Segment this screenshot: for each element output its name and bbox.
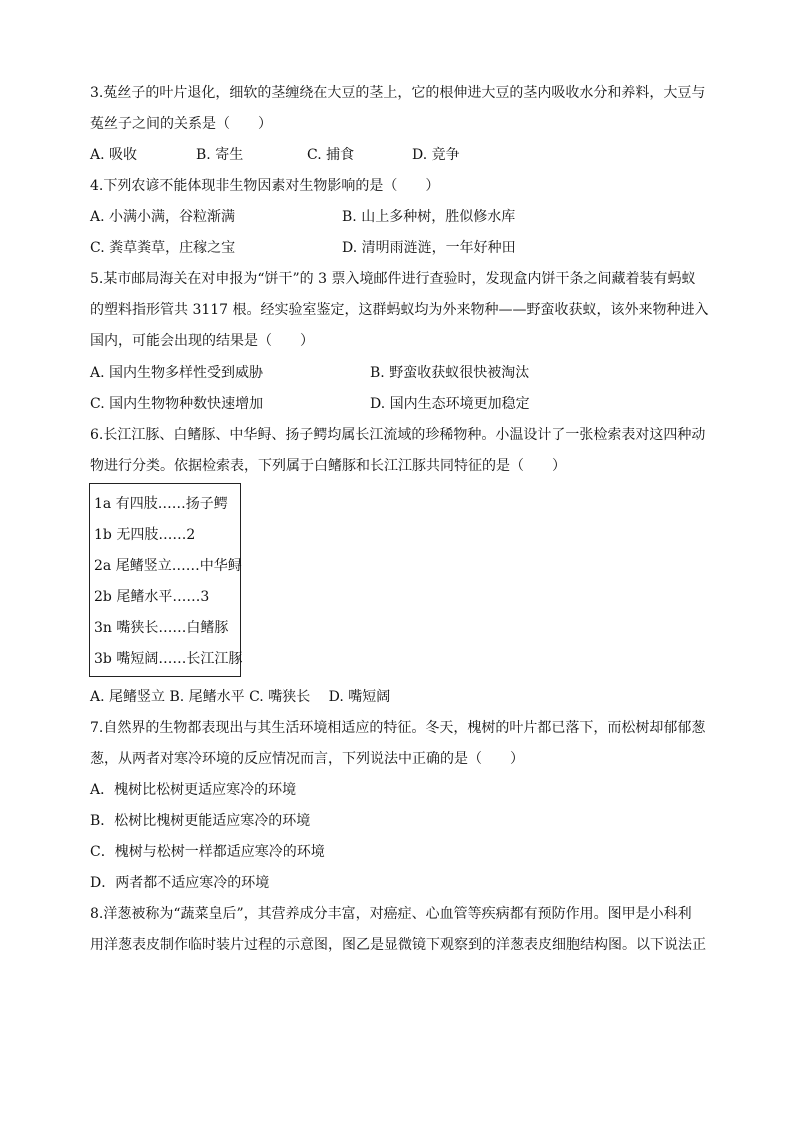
q4-option-b[interactable]: B. 山上多种树，胜似修水库 xyxy=(342,209,516,225)
q4-option-d[interactable]: D. 清明雨涟涟，一年好种田 xyxy=(342,240,516,256)
key-line-3b: 3b 嘴短阔……长江江豚 xyxy=(94,651,243,667)
key-line-3n: 3n 嘴狭长……白鳍豚 xyxy=(94,620,229,636)
q3-option-d[interactable]: D. 竞争 xyxy=(412,147,460,163)
q7-option-b[interactable]: B．松树比槐树更能适应寒冷的环境 xyxy=(90,813,311,829)
q5-option-a[interactable]: A. 国内生物多样性受到威胁 xyxy=(90,365,264,381)
q5-stem-line2: 的塑料指形管共 3117 根。经实验室鉴定，这群蚂蚁均为外来物种——野蛮收获蚁，该外来物种进入 xyxy=(90,302,709,318)
q5-option-c[interactable]: C. 国内生物物种数快速增加 xyxy=(90,396,264,412)
q5-option-b[interactable]: B. 野蛮收获蚁很快被淘汰 xyxy=(370,365,530,381)
q5-stem-line3: 国内，可能会出现的结果是（ ） xyxy=(90,333,314,349)
q3-option-a[interactable]: A. 吸收 xyxy=(90,147,138,163)
q7-option-a[interactable]: A．槐树比松树更适应寒冷的环境 xyxy=(90,782,297,798)
q3-stem-line2: 菟丝子之间的关系是（ ） xyxy=(90,116,272,132)
q4-stem: 4.下列农谚不能体现非生物因素对生物影响的是（ ） xyxy=(90,178,440,194)
q5-option-d[interactable]: D. 国内生态环境更加稳定 xyxy=(370,396,530,412)
q6-stem-line2: 物进行分类。依据检索表，下列属于白鳍豚和长江江豚共同特征的是（ ） xyxy=(90,458,566,474)
q7-option-c[interactable]: C．槐树与松树一样都适应寒冷的环境 xyxy=(90,844,325,860)
q6-stem-line1: 6.长江江豚、白鳍豚、中华鲟、扬子鳄均属长江流域的珍稀物种。小温设计了一张检索表对这四种动 xyxy=(90,427,706,443)
q8-stem-line1: 8.洋葱被称为“蔬菜皇后”，其营养成分丰富，对癌症、心血管等疾病都有预防作用。图甲是小科利 xyxy=(90,906,692,922)
key-line-1b: 1b 无四肢……2 xyxy=(94,527,196,543)
q4-option-c[interactable]: C. 粪草粪草，庄稼之宝 xyxy=(90,240,236,256)
q8-stem-line2: 用洋葱表皮制作临时装片过程的示意图，图乙是显微镜下观察到的洋葱表皮细胞结构图。以下说法正 xyxy=(90,937,706,953)
q7-stem-line1: 7.自然界的生物都表现出与其生活环境相适应的特征。冬天，槐树的叶片都已落下，而松树却郁郁葱 xyxy=(90,720,706,736)
dichotomous-key-box xyxy=(89,483,241,677)
q6-options[interactable]: A. 尾鳍竖立 B. 尾鳍水平 C. 嘴狭长 D. 嘴短阔 xyxy=(90,689,391,705)
q3-option-c[interactable]: C. 捕食 xyxy=(307,147,355,163)
q3-option-b[interactable]: B. 寄生 xyxy=(196,147,244,163)
key-line-2a: 2a 尾鳍竖立……中华鲟 xyxy=(94,558,242,574)
q4-option-a[interactable]: A. 小满小满，谷粒渐满 xyxy=(90,209,236,225)
key-line-2b: 2b 尾鳍水平……3 xyxy=(94,589,210,605)
q7-option-d[interactable]: D．两者都不适应寒冷的环境 xyxy=(90,875,270,891)
key-line-1a: 1a 有四肢……扬子鳄 xyxy=(94,496,228,512)
q7-stem-line2: 葱，从两者对寒冷环境的反应情况而言，下列说法中正确的是（ ） xyxy=(90,751,524,767)
q5-stem-line1: 5.某市邮局海关在对申报为“饼干”的 3 票入境邮件进行查验时，发现盒内饼干条之间藏着装有蚂蚁 xyxy=(90,271,696,287)
q3-stem-line1: 3.菟丝子的叶片退化，细软的茎缠绕在大豆的茎上，它的根伸进大豆的茎内吸收水分和养料，大豆与 xyxy=(90,85,706,101)
